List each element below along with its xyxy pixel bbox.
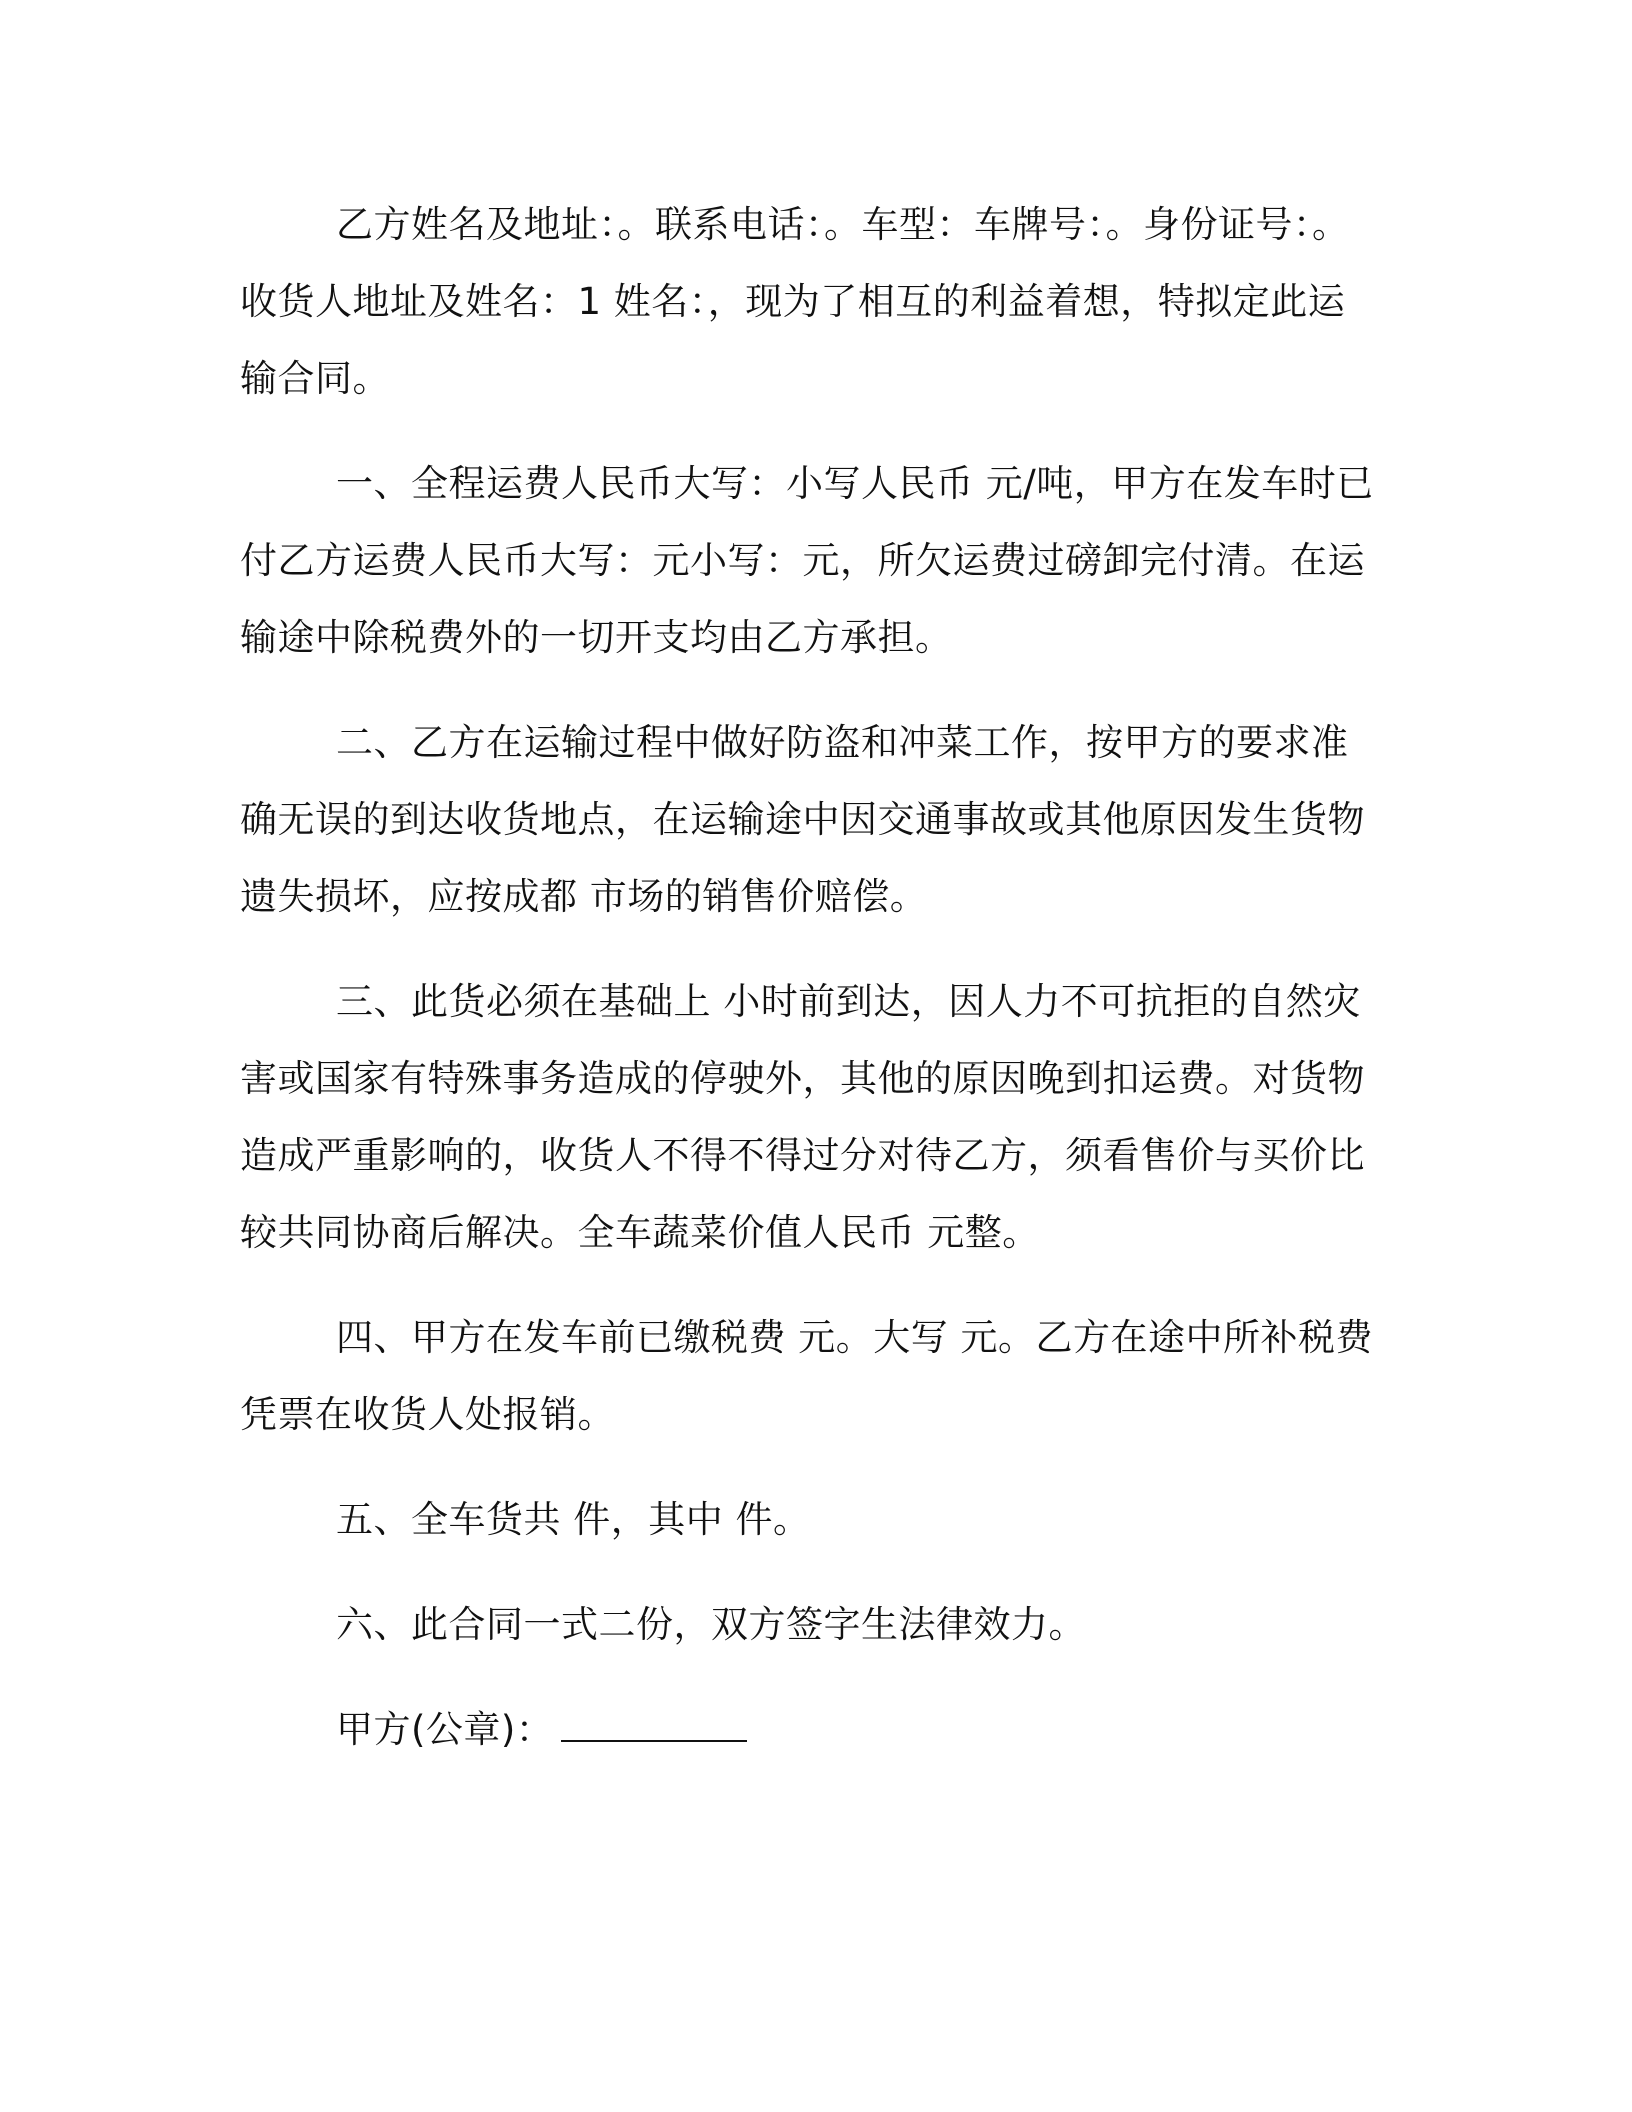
contract-body — [240, 186, 1380, 1796]
party-b-info-paragraph: 乙方姓名及地址：。联系电话：。车型：车牌号：。身份证号：。收货人地址及姓名：1 姓名：，现为了相互的利益着想，特拟定此运输合同。 — [240, 203, 1350, 400]
party-a-signature-line — [240, 1691, 1380, 1768]
clause-1-freight-paragraph: 一、全程运费人民币大写：小写人民币 元/吨，甲方在发车时已付乙方运费人民币大写：元小写：元，所欠运费过磅卸完付清。在运输途中除税费外的一切开支均由乙方承担。 — [240, 462, 1374, 659]
clause-6-copies-paragraph: 六、此合同一式二份，双方签字生法律效力。 — [336, 1603, 1086, 1646]
clause-3-arrival-paragraph: 三、此货必须在基础上 小时前到达，因人力不可抗拒的自然灾害或国家有特殊事务造成的停驶外，其他的原因晚到扣运费。对货物造成严重影响的，收货人不得不得过分对待乙方，须看售价与买价比较共同协商后解决。全车蔬菜价值人民币 元整。 — [240, 980, 1365, 1254]
clause-4-tax-paragraph: 四、甲方在发车前已缴税费 元。大写 元。乙方在途中所补税费凭票在收货人处报销。 — [240, 1316, 1374, 1436]
clause-2-transport-paragraph: 二、乙方在运输过程中做好防盗和冲菜工作，按甲方的要求准确无误的到达收货地点，在运输途中因交通事故或其他原因发生货物遗失损坏，应按成都 市场的销售价赔偿。 — [240, 721, 1365, 918]
signature-blank — [561, 1696, 747, 1742]
party-a-seal-label: 甲方(公章)： — [336, 1708, 554, 1751]
clause-5-cargo-paragraph: 五、全车货共 件，其中 件。 — [336, 1498, 811, 1541]
